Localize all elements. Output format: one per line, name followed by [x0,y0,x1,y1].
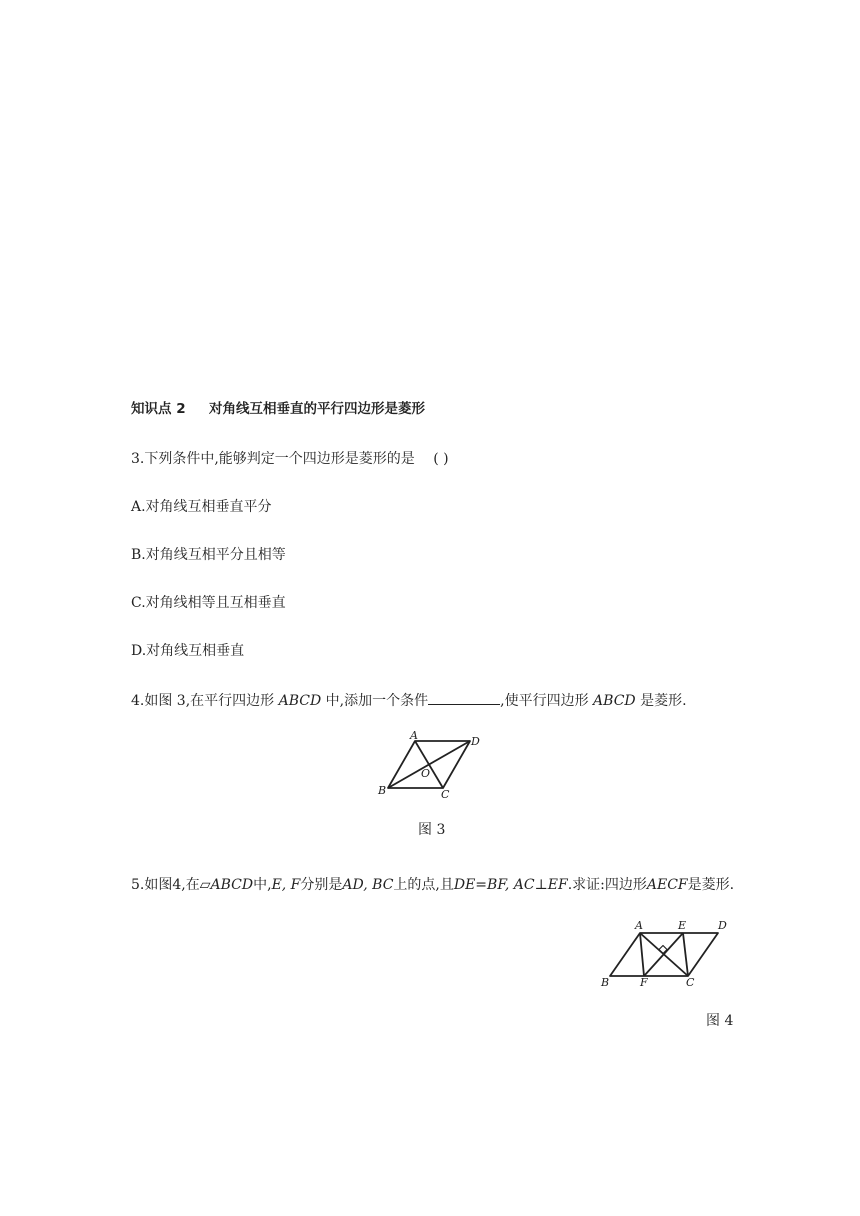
q5-var-ef: E, F [271,877,301,893]
label-d: D [718,919,727,932]
label-b: B [601,976,610,989]
option-a: A.对角线互相垂直平分 [131,499,272,515]
diagonal-bd [388,741,470,788]
q5-text-prefix: 5.如图4,在 [131,877,200,893]
perpendicular-symbol: ⊥ [534,877,548,893]
q5-var-ad-bc: AD, BC [342,877,394,893]
section-label: 知识点 2 [131,401,186,417]
q4-text-prefix: 4.如图 3,在平行四边形 [131,693,279,709]
q5-var-abcd: ABCD [210,877,254,893]
q5-text-1: 中, [253,877,272,893]
q5-var-ef-2: EF [547,877,568,893]
q5-text-5: 是菱形. [687,877,735,893]
q4-var-abcd-2: ABCD [593,693,636,709]
q5-var-aecf: AECF [646,877,688,893]
answer-blank[interactable] [428,691,500,705]
label-b: B [378,784,387,797]
option-b: B.对角线互相平分且相等 [131,547,286,563]
figure-4-caption: 图 4 [706,1013,734,1029]
question-3-stem [131,450,449,468]
figure-4-diagram [598,918,733,993]
question-4-stem [131,691,687,710]
q5-text-3: 上的点,且 [393,877,454,893]
segment-ef [644,933,683,976]
q4-text-mid: 中,添加一个条件 [321,693,429,709]
label-c: C [686,976,695,989]
question-5-stem [131,876,734,894]
q4-text-suffix: 是菱形. [635,693,687,709]
segment-ec [683,933,688,976]
option-c: C.对角线相等且互相垂直 [131,595,286,611]
label-f: F [640,976,648,989]
answer-paren: ( ) [433,451,449,467]
label-d: D [471,735,480,748]
q5-text-2: 分别是 [300,877,343,893]
option-d: D.对角线互相垂直 [131,643,245,659]
q5-var-de-bf-ac: DE=BF, AC [453,877,535,893]
segment-af [640,933,644,976]
question-3-text: 3.下列条件中,能够判定一个四边形是菱形的是 [131,451,415,467]
parallelogram-symbol: ▱ [199,877,211,893]
section-heading [131,400,425,418]
figure-3-caption: 图 3 [418,822,446,838]
section-title: 对角线互相垂直的平行四边形是菱形 [209,401,425,417]
q4-text-after: ,使平行四边形 [500,693,594,709]
q4-var-abcd: ABCD [278,693,322,709]
figure-3-diagram [375,728,505,803]
label-c: C [441,788,450,801]
label-e: E [678,919,687,932]
label-a: A [635,919,643,932]
label-a: A [410,729,418,742]
label-o: O [421,767,431,780]
q5-text-4: .求证:四边形 [567,877,647,893]
